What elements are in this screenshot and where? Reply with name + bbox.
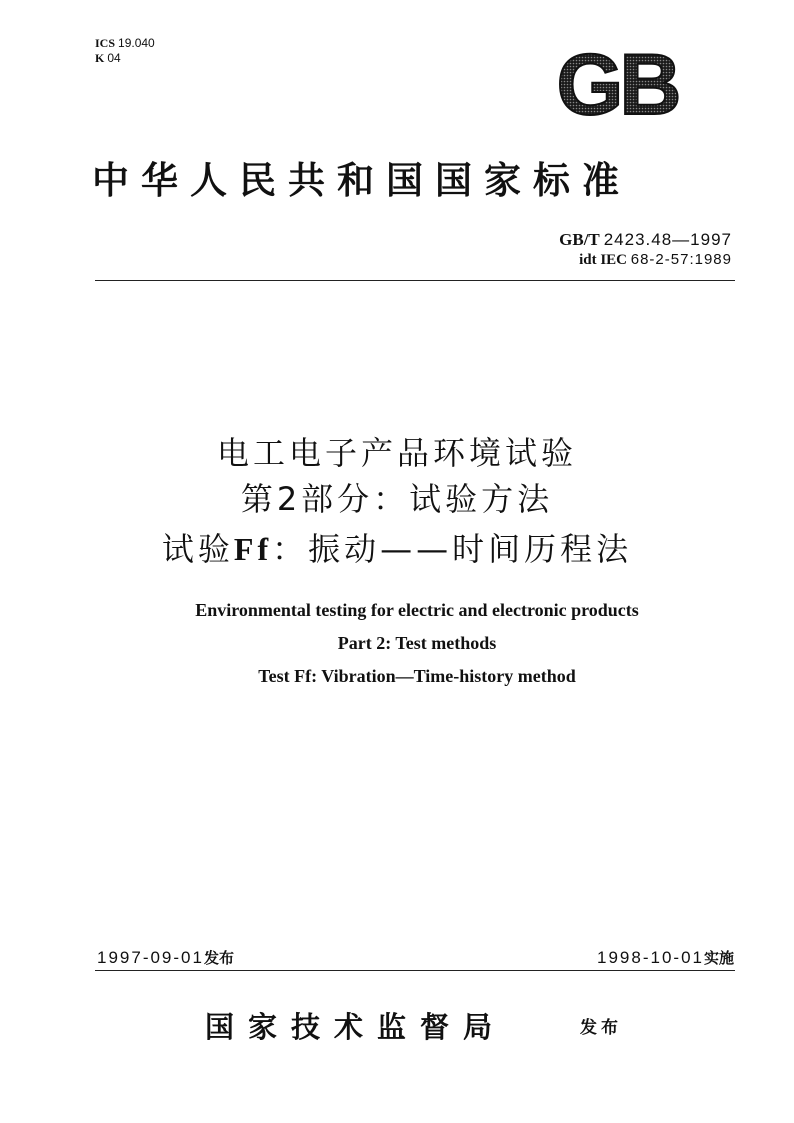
effective-date-value: 1998-10-01 (597, 948, 704, 967)
issued-date (97, 947, 234, 968)
cn-title-line-1: 电工电子产品环境试验 (216, 434, 577, 472)
effective-date (597, 947, 734, 968)
standard-numbers (559, 230, 732, 270)
issuer-name: 国家技术监督局 (205, 1010, 507, 1044)
standard-number (559, 230, 732, 250)
idt-number (559, 250, 732, 270)
header-divider (95, 280, 735, 281)
national-standard-heading: 中华人民共和国国家标准 (92, 158, 631, 202)
cn-title-line-2: 第2部分：试验方法 (240, 480, 554, 518)
cn-title-line-3-part-a: 试验 (161, 530, 234, 568)
ccs-label: K (95, 51, 105, 65)
issued-date-value: 1997-09-01 (97, 948, 204, 967)
ics-code (95, 36, 155, 51)
footer-divider (95, 970, 735, 971)
standard-prefix: GB/T (559, 230, 600, 249)
idt-number-value: 68-2-57:1989 (630, 251, 732, 268)
ccs-value: 04 (107, 51, 121, 65)
cn-title-line-3-part-b: ：振动——时间历程法 (272, 530, 633, 568)
cn-title-line-3 (0, 528, 794, 570)
gb-logo-text: GB (556, 44, 678, 122)
ics-label: ICS (95, 36, 116, 50)
cn-title-line-3-ff: Ff (233, 531, 273, 567)
ics-value: 19.040 (118, 36, 155, 50)
issued-date-suffix: 发布 (203, 949, 234, 967)
classification-codes (95, 36, 155, 66)
issuer-suffix: 发布 (580, 1018, 622, 1038)
ccs-code (95, 51, 155, 66)
en-title-line-1: Environmental testing for electric and electronic products (195, 600, 639, 620)
standard-number-value: 2423.48—1997 (603, 230, 732, 249)
idt-prefix: idt IEC (579, 252, 627, 268)
en-title-line-2: Part 2: Test methods (337, 633, 497, 653)
effective-date-suffix: 实施 (703, 949, 734, 967)
gb-logo (545, 44, 690, 122)
en-title-line-3: Test Ff: Vibration—Time-history method (258, 666, 576, 686)
